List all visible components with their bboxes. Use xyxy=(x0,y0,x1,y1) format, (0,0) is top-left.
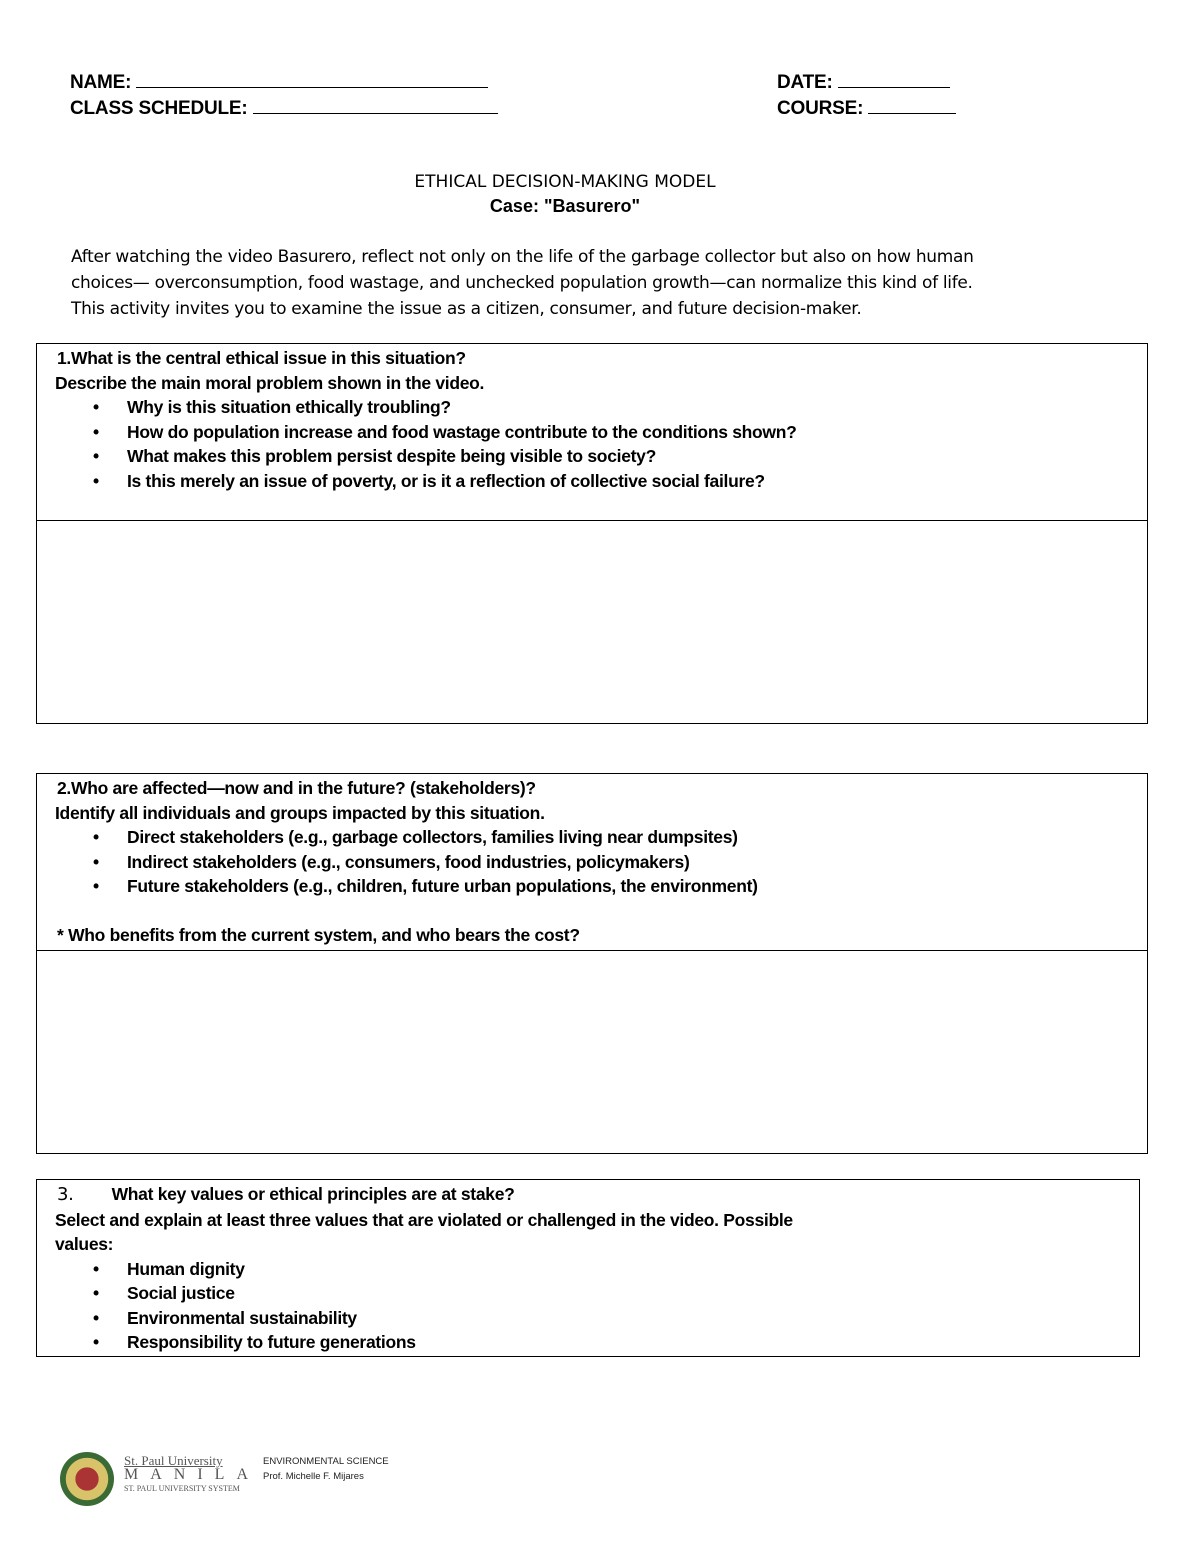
list-item: • Responsibility to future generations xyxy=(57,1330,1139,1355)
list-item: • Direct stakeholders (e.g., garbage collectors, families living near dumpsites) xyxy=(57,825,1147,850)
intro-line: choices— overconsumption, food wastage, and unchecked population growth—can normalize this kind of life. xyxy=(71,273,973,293)
university-system: ST. PAUL UNIVERSITY SYSTEM xyxy=(124,1484,240,1493)
question-3-box xyxy=(36,1179,1140,1357)
question-2-bullets xyxy=(57,825,1147,899)
question-2-note: * Who benefits from the current system, and who bears the cost? xyxy=(57,924,580,945)
page-title: ETHICAL DECISION-MAKING MODEL xyxy=(414,172,716,192)
case-title: Case: "Basurero" xyxy=(489,196,641,216)
class-schedule-blank[interactable] xyxy=(253,96,498,114)
list-item: • Social justice xyxy=(57,1281,1139,1306)
intro-line: After watching the video Basurero, reflect not only on the life of the garbage collector but also on how human xyxy=(71,247,974,267)
date-field[interactable] xyxy=(777,70,950,94)
divider xyxy=(37,520,1147,521)
divider xyxy=(37,950,1147,951)
name-field[interactable] xyxy=(70,70,488,94)
professor-name: Prof. Michelle F. Mijares xyxy=(263,1471,364,1482)
name-blank[interactable] xyxy=(136,70,488,88)
list-item: • Indirect stakeholders (e.g., consumers, food industries, policymakers) xyxy=(57,850,1147,875)
course-field[interactable] xyxy=(777,96,956,120)
list-item: • What makes this problem persist despite being visible to society? xyxy=(57,444,1147,469)
question-1-subtitle: Describe the main moral problem shown in the video. xyxy=(55,372,485,393)
date-blank[interactable] xyxy=(838,70,950,88)
class-schedule-field[interactable] xyxy=(70,96,498,120)
list-item: • Why is this situation ethically troubling? xyxy=(57,395,1147,420)
list-item: • Environmental sustainability xyxy=(57,1306,1139,1331)
list-item: • Is this merely an issue of poverty, or is it a reflection of collective social failure? xyxy=(57,469,1147,494)
intro-paragraph xyxy=(71,244,1071,322)
name-label: NAME: xyxy=(70,72,132,93)
question-3-subtitle: Select and explain at least three values that are violated or challenged in the video. Possible xyxy=(55,1209,793,1230)
course-info xyxy=(263,1454,389,1484)
question-2-prompt xyxy=(37,774,1147,947)
footer xyxy=(60,1448,420,1508)
university-seal-logo xyxy=(60,1452,114,1506)
course-label: COURSE: xyxy=(777,98,864,119)
question-1-answer-area[interactable] xyxy=(37,522,1147,723)
university-city: MANILA xyxy=(124,1466,260,1483)
question-2-answer-area[interactable] xyxy=(37,952,1147,1153)
list-item: • Future stakeholders (e.g., children, future urban populations, the environment) xyxy=(57,874,1147,899)
question-3-prompt xyxy=(37,1180,1139,1355)
question-3-title: What key values or ethical principles are at stake? xyxy=(111,1184,515,1204)
department-name: ENVIRONMENTAL SCIENCE xyxy=(263,1456,389,1467)
university-wordmark xyxy=(124,1454,260,1496)
question-1-bullets xyxy=(57,395,1147,493)
question-1-prompt xyxy=(37,344,1147,493)
list-item: • Human dignity xyxy=(57,1257,1139,1282)
list-item: • How do population increase and food wastage contribute to the conditions shown? xyxy=(57,420,1147,445)
question-3-subtitle-cont: values: xyxy=(55,1234,114,1254)
question-3-bullets xyxy=(57,1257,1139,1355)
question-3-number: 3. xyxy=(57,1184,74,1205)
date-label: DATE: xyxy=(777,72,833,93)
course-blank[interactable] xyxy=(868,96,956,114)
question-2-box xyxy=(36,773,1148,1154)
question-1-box xyxy=(36,343,1148,724)
intro-line: This activity invites you to examine the issue as a citizen, consumer, and future decision-maker. xyxy=(71,299,862,319)
question-2-subtitle: Identify all individuals and groups impacted by this situation. xyxy=(55,802,545,823)
university-name: St. Paul University xyxy=(124,1453,223,1468)
class-schedule-label: CLASS SCHEDULE: xyxy=(70,98,248,119)
question-3-heading xyxy=(57,1182,1139,1208)
question-2-title: 2.Who are affected—now and in the future? (stakeholders)? xyxy=(57,778,536,798)
question-1-title: 1.What is the central ethical issue in this situation? xyxy=(57,348,466,368)
